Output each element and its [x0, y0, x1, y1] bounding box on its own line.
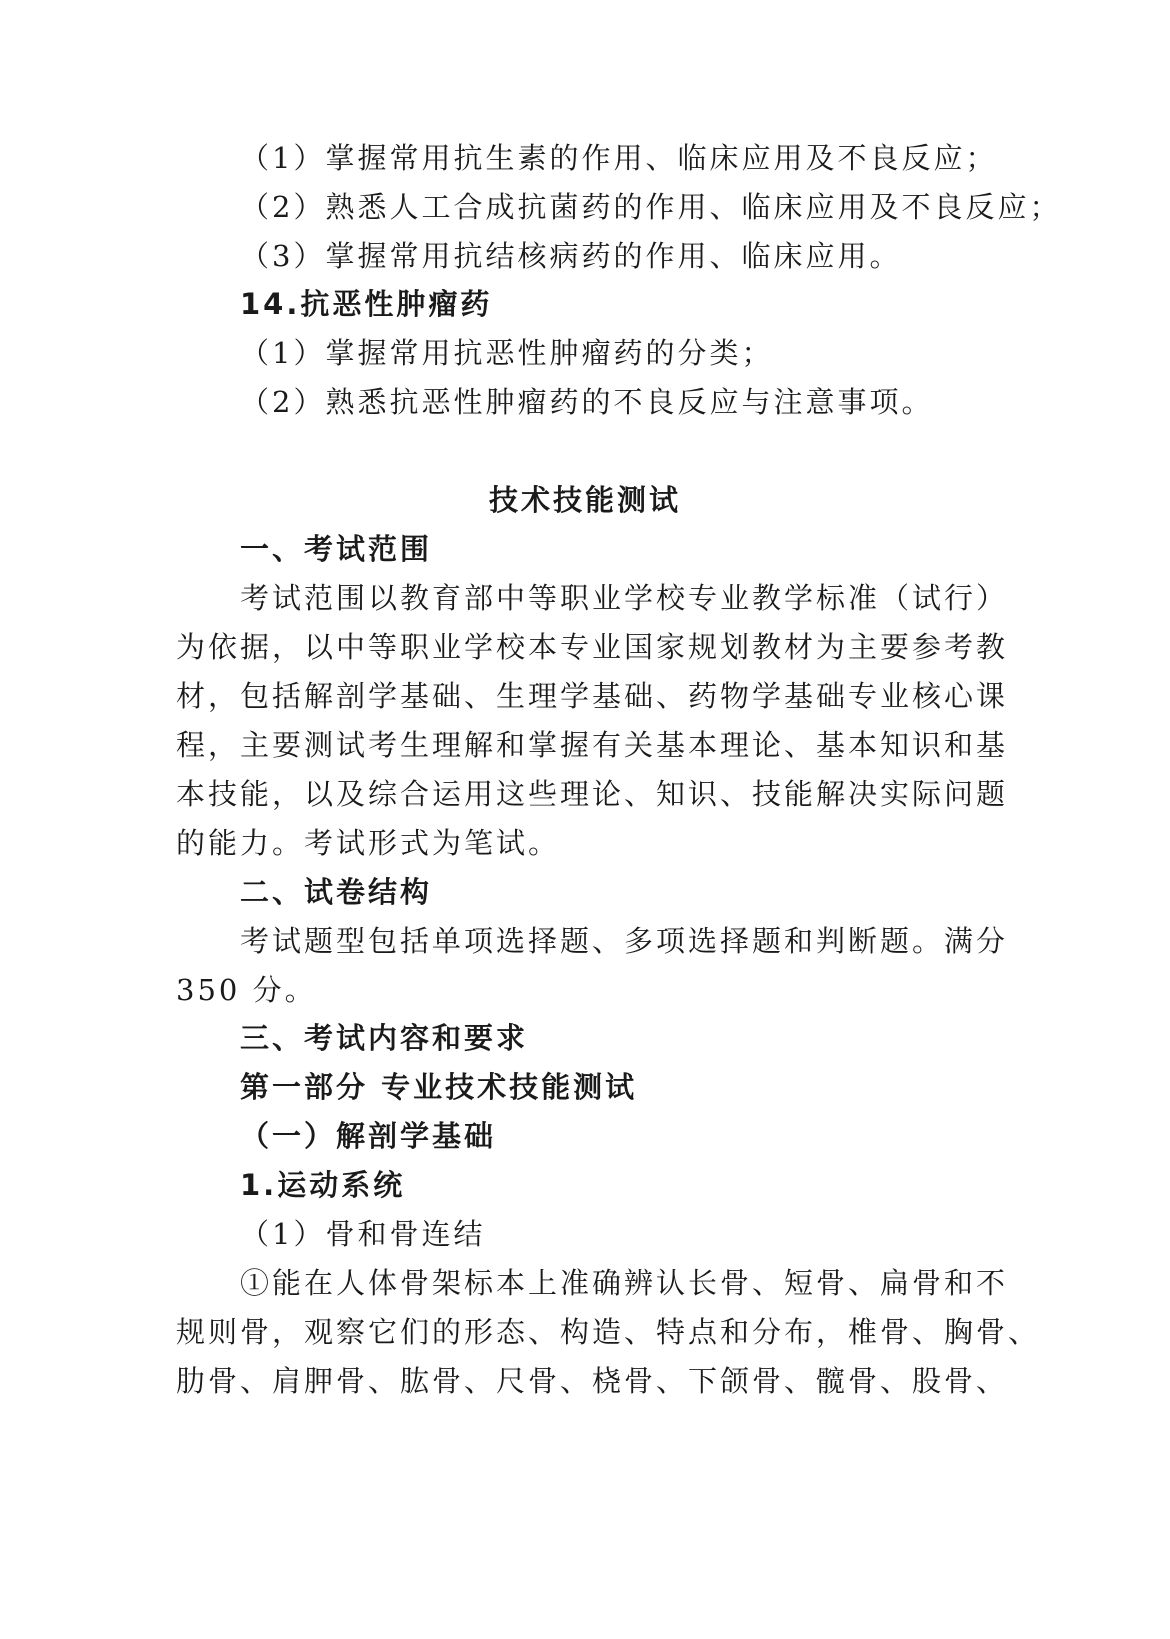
section-heading: 三、考试内容和要求: [240, 1021, 529, 1055]
paragraph-line: 规则骨，观察它们的形态、构造、特点和分布，椎骨、胸骨、: [176, 1315, 1041, 1349]
paragraph-line: 考试题型包括单项选择题、多项选择题和判断题。满分: [240, 924, 1009, 958]
section-heading: 14.抗恶性肿瘤药: [240, 287, 493, 321]
paragraph-line: （2）熟悉抗恶性肿瘤药的不良反应与注意事项。: [240, 385, 934, 419]
paragraph-line: ①能在人体骨架标本上准确辨认长骨、短骨、扁骨和不: [240, 1266, 1009, 1300]
paragraph-line: 肋骨、肩胛骨、肱骨、尺骨、桡骨、下颌骨、髋骨、股骨、: [176, 1364, 1009, 1398]
paragraph-line: 的能力。考试形式为笔试。: [176, 826, 561, 860]
paragraph-line: 本技能，以及综合运用这些理论、知识、技能解决实际问题: [176, 777, 1009, 811]
section-heading: （一）解剖学基础: [240, 1119, 497, 1153]
section-heading: 二、试卷结构: [240, 875, 433, 909]
paragraph-line: （1）掌握常用抗生素的作用、临床应用及不良反应；: [240, 141, 998, 175]
paragraph-line: （1）掌握常用抗恶性肿瘤药的分类；: [240, 336, 774, 370]
paragraph-line: （3）掌握常用抗结核病药的作用、临床应用。: [240, 239, 902, 273]
section-heading: 第一部分 专业技术技能测试: [240, 1070, 638, 1104]
page-title: 技术技能测试: [488, 483, 681, 517]
paragraph-line: 材，包括解剖学基础、生理学基础、药物学基础专业核心课: [176, 679, 1009, 713]
paragraph-line: （2）熟悉人工合成抗菌药的作用、临床应用及不良反应；: [240, 190, 1062, 224]
paragraph-line: 考试范围以教育部中等职业学校专业教学标准（试行）: [240, 581, 1009, 615]
paragraph-line: 程，主要测试考生理解和掌握有关基本理论、基本知识和基: [176, 728, 1009, 762]
section-heading: 1.运动系统: [240, 1168, 406, 1202]
section-heading: 一、考试范围: [240, 532, 433, 566]
paragraph-line: 350 分。: [176, 973, 317, 1007]
paragraph-line: 为依据，以中等职业学校本专业国家规划教材为主要参考教: [176, 630, 1009, 664]
paragraph-line: （1）骨和骨连结: [240, 1217, 486, 1251]
